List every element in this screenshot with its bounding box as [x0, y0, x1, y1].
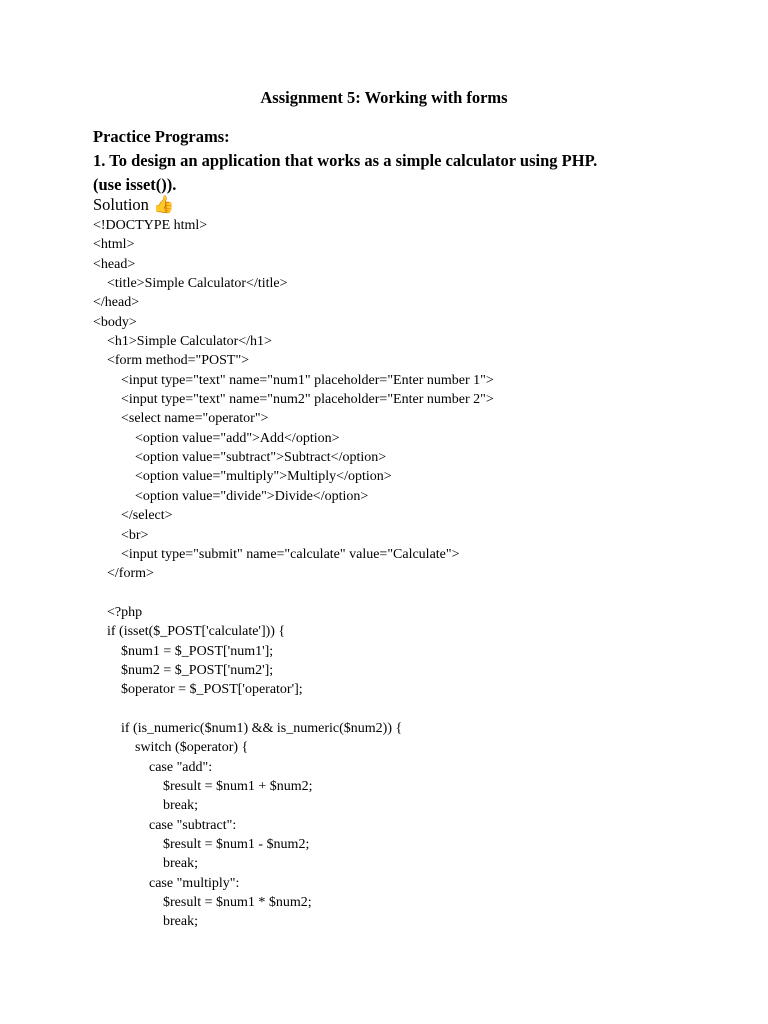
code-line: <br> — [93, 527, 149, 543]
code-line: <input type="submit" name="calculate" value="Calculate"> — [93, 546, 460, 562]
code-line: case "add": — [93, 759, 213, 775]
code-line: if (is_numeric($num1) && is_numeric($num2)) { — [93, 720, 403, 736]
code-line: <input type="text" name="num2" placeholder="Enter number 2"> — [93, 392, 494, 408]
code-line: <select name="operator"> — [93, 411, 269, 427]
code-line: break; — [93, 798, 198, 814]
code-line: <option value="multiply">Multiply</option> — [93, 469, 392, 485]
solution-label-row — [93, 194, 174, 216]
code-line: <h1>Simple Calculator</h1> — [93, 334, 272, 350]
code-line: <input type="text" name="num1" placeholder="Enter number 1"> — [93, 372, 494, 388]
question-line-2: (use isset()). — [93, 175, 177, 194]
code-line: </head> — [93, 295, 140, 311]
code-line: </select> — [93, 508, 173, 524]
code-block — [93, 216, 494, 932]
code-line: </form> — [93, 566, 154, 582]
code-line: switch ($operator) { — [93, 740, 249, 756]
question-line-1: 1. To design an application that works as a simple calculator using PHP. — [93, 151, 598, 170]
code-line: case "subtract": — [93, 817, 237, 833]
code-line: <html> — [93, 237, 135, 253]
code-line: if (isset($_POST['calculate'])) { — [93, 624, 286, 640]
code-line: break; — [93, 914, 198, 930]
code-line: <option value="add">Add</option> — [93, 430, 340, 446]
code-line: <form method="POST"> — [93, 353, 250, 369]
code-line: <body> — [93, 314, 137, 330]
code-line: $result = $num1 * $num2; — [93, 895, 312, 911]
solution-label: Solution — [93, 195, 149, 214]
code-line — [93, 700, 494, 719]
code-line: <head> — [93, 256, 136, 272]
code-line: <?php — [93, 604, 143, 620]
code-line: case "multiply": — [93, 875, 240, 891]
code-line — [93, 584, 494, 603]
page-title: Assignment 5: Working with forms — [260, 88, 508, 107]
code-line: $result = $num1 - $num2; — [93, 837, 310, 852]
code-line: <option value="divide">Divide</option> — [93, 488, 369, 504]
thumbs-up-icon: 👍 — [152, 195, 175, 215]
code-line: $num1 = $_POST['num1']; — [93, 643, 274, 659]
code-line: break; — [93, 856, 198, 872]
section-heading: Practice Programs: — [93, 127, 230, 146]
code-line: $result = $num1 + $num2; — [93, 778, 313, 794]
code-line: <title>Simple Calculator</title> — [93, 276, 288, 292]
code-line: <!DOCTYPE html> — [93, 218, 208, 233]
code-line: <option value="subtract">Subtract</option> — [93, 450, 387, 466]
code-line: $num2 = $_POST['num2']; — [93, 662, 274, 678]
code-line: $operator = $_POST['operator']; — [93, 682, 303, 698]
